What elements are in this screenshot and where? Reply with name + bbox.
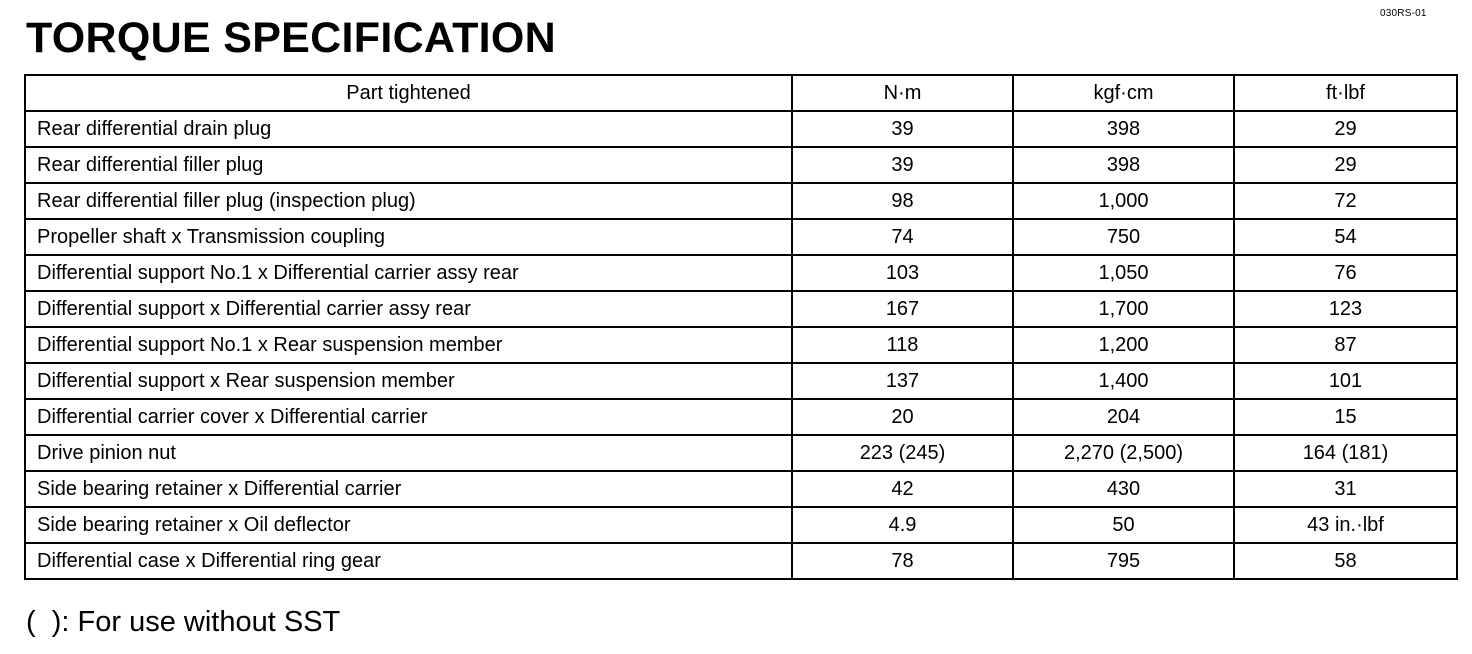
nm-cell: 42 xyxy=(792,471,1013,507)
column-header-kgf-cm: kgf·cm xyxy=(1013,75,1234,111)
ft-lbf-cell: 72 xyxy=(1234,183,1457,219)
table-row xyxy=(25,363,1457,399)
part-cell: Drive pinion nut xyxy=(25,435,792,471)
part-cell: Rear differential filler plug xyxy=(25,147,792,183)
ft-lbf-cell: 164 (181) xyxy=(1234,435,1457,471)
kgf-cm-cell: 1,000 xyxy=(1013,183,1234,219)
table-row xyxy=(25,327,1457,363)
table-row xyxy=(25,291,1457,327)
nm-cell: 98 xyxy=(792,183,1013,219)
nm-cell: 4.9 xyxy=(792,507,1013,543)
nm-cell: 74 xyxy=(792,219,1013,255)
ft-lbf-cell: 54 xyxy=(1234,219,1457,255)
part-cell: Differential support No.1 x Rear suspension member xyxy=(25,327,792,363)
document-code: 030RS-01 xyxy=(1380,8,1427,19)
nm-cell: 20 xyxy=(792,399,1013,435)
part-cell: Side bearing retainer x Oil deflector xyxy=(25,507,792,543)
ft-lbf-cell: 29 xyxy=(1234,147,1457,183)
column-header-ft-lbf: ft·lbf xyxy=(1234,75,1457,111)
part-cell: Differential case x Differential ring gear xyxy=(25,543,792,579)
part-cell: Side bearing retainer x Differential carrier xyxy=(25,471,792,507)
torque-spec-table xyxy=(24,74,1458,580)
ft-lbf-cell: 101 xyxy=(1234,363,1457,399)
nm-cell: 103 xyxy=(792,255,1013,291)
nm-cell: 78 xyxy=(792,543,1013,579)
part-cell: Differential support x Differential carrier assy rear xyxy=(25,291,792,327)
kgf-cm-cell: 2,270 (2,500) xyxy=(1013,435,1234,471)
kgf-cm-cell: 398 xyxy=(1013,111,1234,147)
ft-lbf-cell: 58 xyxy=(1234,543,1457,579)
nm-cell: 223 (245) xyxy=(792,435,1013,471)
kgf-cm-cell: 795 xyxy=(1013,543,1234,579)
part-cell: Rear differential filler plug (inspection plug) xyxy=(25,183,792,219)
part-cell: Differential support No.1 x Differential carrier assy rear xyxy=(25,255,792,291)
kgf-cm-cell: 750 xyxy=(1013,219,1234,255)
part-cell: Rear differential drain plug xyxy=(25,111,792,147)
ft-lbf-cell: 43 in.·lbf xyxy=(1234,507,1457,543)
kgf-cm-cell: 1,050 xyxy=(1013,255,1234,291)
nm-cell: 118 xyxy=(792,327,1013,363)
kgf-cm-cell: 430 xyxy=(1013,471,1234,507)
kgf-cm-cell: 1,200 xyxy=(1013,327,1234,363)
table-row xyxy=(25,507,1457,543)
table-row xyxy=(25,435,1457,471)
ft-lbf-cell: 87 xyxy=(1234,327,1457,363)
table-row xyxy=(25,471,1457,507)
kgf-cm-cell: 50 xyxy=(1013,507,1234,543)
ft-lbf-cell: 123 xyxy=(1234,291,1457,327)
nm-cell: 39 xyxy=(792,111,1013,147)
table-header-row xyxy=(25,75,1457,111)
footnote: ( ): For use without SST xyxy=(26,606,341,638)
nm-cell: 137 xyxy=(792,363,1013,399)
ft-lbf-cell: 29 xyxy=(1234,111,1457,147)
table-row xyxy=(25,543,1457,579)
kgf-cm-cell: 398 xyxy=(1013,147,1234,183)
table-row xyxy=(25,219,1457,255)
column-header-nm: N·m xyxy=(792,75,1013,111)
table-row xyxy=(25,183,1457,219)
ft-lbf-cell: 31 xyxy=(1234,471,1457,507)
part-cell: Propeller shaft x Transmission coupling xyxy=(25,219,792,255)
kgf-cm-cell: 1,700 xyxy=(1013,291,1234,327)
nm-cell: 167 xyxy=(792,291,1013,327)
part-cell: Differential support x Rear suspension member xyxy=(25,363,792,399)
table-row xyxy=(25,399,1457,435)
nm-cell: 39 xyxy=(792,147,1013,183)
kgf-cm-cell: 1,400 xyxy=(1013,363,1234,399)
kgf-cm-cell: 204 xyxy=(1013,399,1234,435)
ft-lbf-cell: 15 xyxy=(1234,399,1457,435)
table-row xyxy=(25,147,1457,183)
column-header-part: Part tightened xyxy=(25,75,792,111)
part-cell: Differential carrier cover x Differential carrier xyxy=(25,399,792,435)
table-row xyxy=(25,111,1457,147)
table-row xyxy=(25,255,1457,291)
page-title: TORQUE SPECIFICATION xyxy=(26,14,556,62)
ft-lbf-cell: 76 xyxy=(1234,255,1457,291)
